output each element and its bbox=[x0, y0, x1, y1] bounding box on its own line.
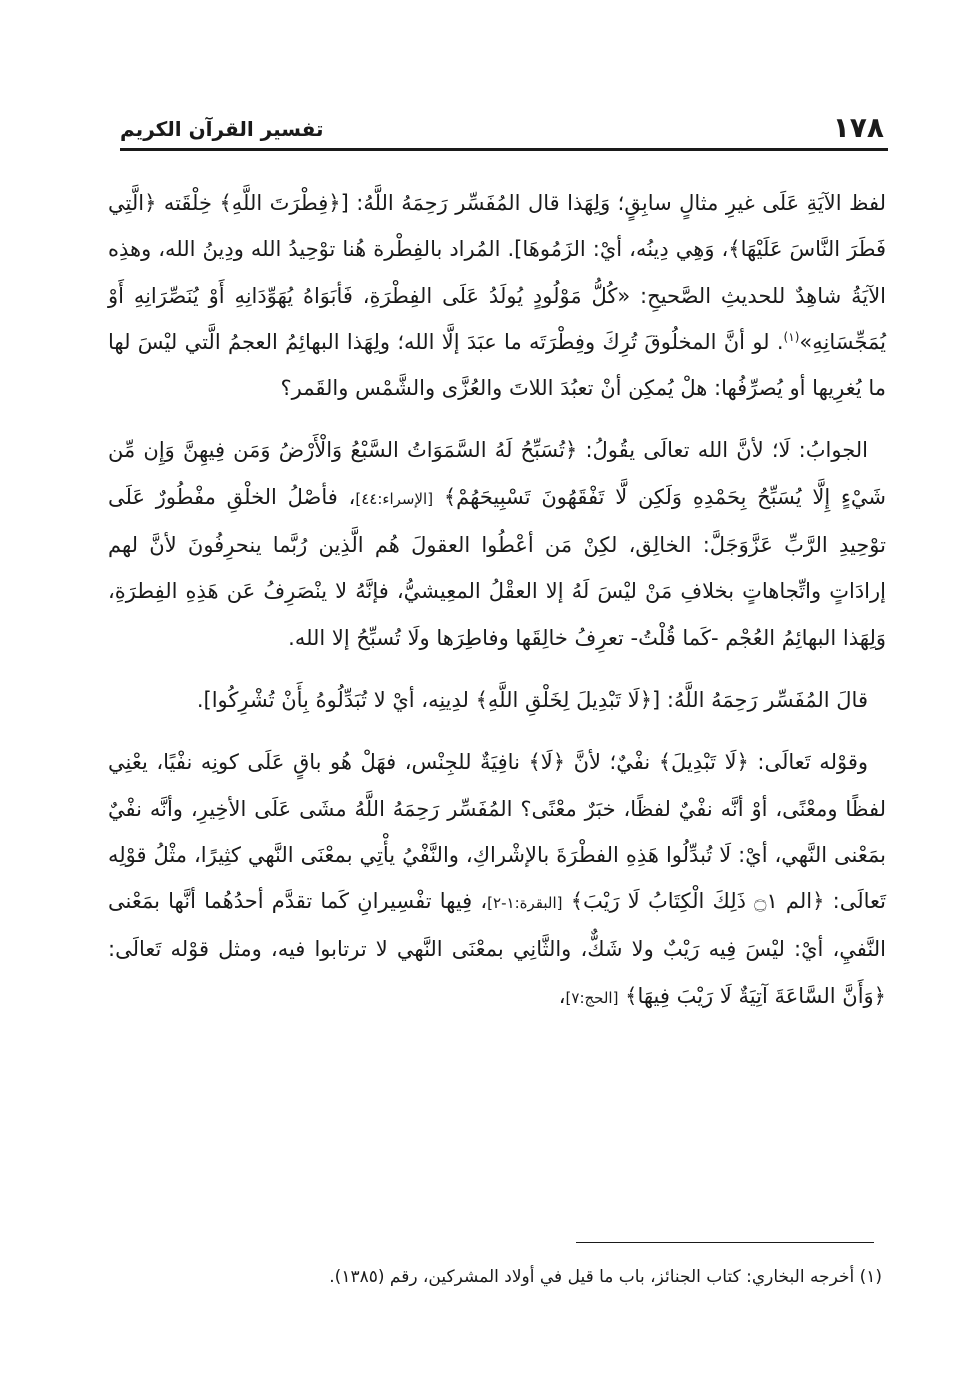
book-title: تفسير القرآن الكريم bbox=[120, 117, 324, 141]
paragraph-text: . لو أنَّ المخلُوقَ تُرِكَ وفِطْرَتَه ما عبَدَ إلَّا الله؛ ولِهَذا البهائِمُ العجمُ الَّتي ليْسَ لها ما يُغرِيها أو يُصرِّفُها: هلْ يُمكِن أنْ تعبُدَ اللاتَ والعُزَّى والشَّمْس والقَمر؟ bbox=[108, 329, 886, 401]
page-header bbox=[120, 110, 884, 150]
paragraph-text: ، bbox=[558, 983, 566, 1008]
paragraph-3 bbox=[108, 677, 886, 723]
verse-reference: [البقرة:١-٢] bbox=[487, 894, 563, 913]
paragraph-text: ، فأصْلُ الخلْقِ مفْطُورٌ عَلَى توْحِيدِ الرَّبِّ عَزَّوَجَلَّ: الخالِق، لكِنْ مَن أعْطُوا العقولَ هُم الَّذِين رُبَّما ينحرِفُونَ لأنَّ لهم إرادَاتٍ واتِّجاهاتٍ بخلافِ مَنْ ليْسَ لَهُ إلا العقْلُ المعِيشيُّ، فإنَّهُ لا ينْصَرِفُ عَن هَذِهِ الفِطرَةِ، وَلِهَذا البهائِمُ العُجْم -كَما قُلْتُ- تعرِفُ خالِقَها وفاطِرَها ولَا تُسبِّحُ إلا الله. bbox=[108, 484, 886, 650]
paragraph-text: وقوْله تَعالَى: ﴿لَا تَبْدِيلَ﴾ نفْيٌ؛ لأنَّ ﴿لَا﴾ نافِيَةٌ للجِنْس، فهَلْ هُو باقٍ عَلَى كونِه نفْيًا، يعْنِي لفظًا ومعْنًى، أوْ أنَّه نفْيٌ لفظًا، خبَرٌ معْنًى؟ المُفَسِّر رَحِمَهُ اللَّهُ مشَى عَلَى الأخِيرِ، وأنَّه نفْيٌ بمَعْنى النَّهي، أيْ: لَا تُبدِّلُوا هَذِهِ الفطْرَةَ بالإشْراكِ، والنَّفْيُ يأْتِي بمعْنَى النَّهي كثِيرًا، مثْلُ قوْلِه تَعالَى: ﴿الم ۝١ ذَلِكَ الْكِتَابُ لَا رَيْبَ﴾ bbox=[108, 750, 886, 914]
paragraph-text: الجوابُ: لَا؛ لأنَّ الله تعالَى يقُولُ: ﴿تُسَبِّحُ لَهُ السَّمَوَاتُ السَّبْعُ وَالْأَرْضُ وَمَن فِيهِنَّ وَإِن مِّن شَيْءٍ إِلَّا يُسَبِّحُ بِحَمْدِهِ وَلَكِن لَّا تَفْقَهُونَ تَسْبِيحَهُمْ﴾ bbox=[108, 438, 886, 509]
main-text bbox=[108, 180, 886, 1037]
header-divider bbox=[120, 148, 888, 151]
footnote-divider bbox=[576, 1242, 874, 1243]
paragraph-text: ، فِيها تفْسِيرانِ كَما تقدَّم أحدُهُما أنَّها بمَعْنى النَّفيِ، أيْ: ليْسَ فِيه رَيْبٌ ولا شَكٌّ، والثَّانِي بمعْنَى النَّهي لا ترتابوا فيه، ومثل قوْله تَعالَى: ﴿وَأَنَّ السَّاعَةَ آتِيَةٌ لَا رَيْبَ فِيهَا﴾ bbox=[108, 889, 886, 1008]
verse-reference: [الحج:٧] bbox=[565, 988, 619, 1007]
paragraph-2 bbox=[108, 427, 886, 660]
paragraph-text: قالَ المُفَسِّر رَحِمَهُ اللَّهُ: [﴿لَا تَبْدِيلَ لِخَلْقِ اللَّهِ﴾ لدِينِه، أيْ لا تُبَدِّلُوهُ بِأَنْ تُشْرِكُوا]. bbox=[196, 687, 868, 712]
page-number: ١٧٨ bbox=[832, 111, 884, 144]
paragraph-text: لفظ الآيَةِ عَلَى غيرِ مثالٍ سابِقٍ؛ وَلِهَذا قال المُفَسِّر رَحِمَهُ اللَّهُ: [﴿فِطْرَتَ اللَّهِ﴾ خِلْقَته ﴿الَّتِي فَطَرَ النَّاسَ عَلَيْهَا﴾، وَهِي دِينُه، أيْ: الزَمُوهَا]. المُراد بالفِطْرة هُنا توْحِيدُ الله ودِينُ الله، وهذِه الآيَةُ شاهِدٌ للحديثِ الصَّحيحِ: «كُلُّ مَوْلُودٍ يُولَدُ عَلَى الفِطْرَةِ، فَأبَوَاهُ يُهَوِّدَانِهِ أَوْ يُنَصِّرَانِهِ أَوْ يُمَجِّسَانِهِ» bbox=[108, 191, 886, 354]
verse-reference: [الإسراء:٤٤] bbox=[355, 489, 434, 508]
footnote-marker[interactable]: (١) bbox=[783, 329, 800, 344]
paragraph-4 bbox=[108, 739, 886, 1021]
paragraph-1 bbox=[108, 180, 886, 411]
footnote: (١) أخرجه البخاري: كتاب الجنائز، باب ما قيل في أولاد المشركين، رقم (١٣٨٥). bbox=[329, 1267, 882, 1287]
